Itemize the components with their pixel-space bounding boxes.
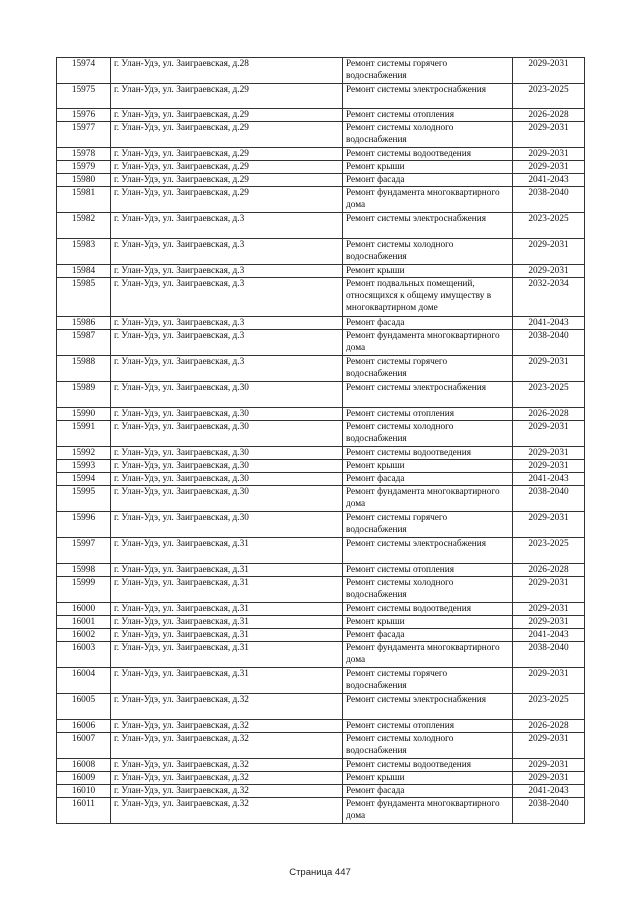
row-number-cell: 16006 xyxy=(57,720,111,733)
address-cell: г. Улан-Удэ, ул. Заиграевская, д.31 xyxy=(111,577,343,603)
row-number-cell: 15980 xyxy=(57,174,111,187)
row-number-cell: 15991 xyxy=(57,421,111,447)
period-cell: 2029-2031 xyxy=(513,668,585,694)
work-type-cell: Ремонт фундамента многоквартирного дома xyxy=(343,486,513,512)
work-type-cell: Ремонт системы электроснабжения xyxy=(343,382,513,408)
period-cell: 2038-2040 xyxy=(513,187,585,213)
period-cell: 2029-2031 xyxy=(513,265,585,278)
table-row xyxy=(57,668,585,694)
capital-repair-table xyxy=(56,57,585,824)
period-cell: 2029-2031 xyxy=(513,577,585,603)
period-cell: 2032-2034 xyxy=(513,278,585,317)
row-number-cell: 15995 xyxy=(57,486,111,512)
period-cell: 2023-2025 xyxy=(513,213,585,239)
row-number-cell: 15975 xyxy=(57,84,111,109)
work-type-cell: Ремонт системы электроснабжения xyxy=(343,694,513,720)
row-number-cell: 15993 xyxy=(57,460,111,473)
address-cell: г. Улан-Удэ, ул. Заиграевская, д.30 xyxy=(111,460,343,473)
work-type-cell: Ремонт крыши xyxy=(343,161,513,174)
table-row xyxy=(57,694,585,720)
table-row xyxy=(57,720,585,733)
table-row xyxy=(57,759,585,772)
address-cell: г. Улан-Удэ, ул. Заиграевская, д.3 xyxy=(111,265,343,278)
address-cell: г. Улан-Удэ, ул. Заиграевская, д.29 xyxy=(111,84,343,109)
row-number-cell: 16000 xyxy=(57,603,111,616)
address-cell: г. Улан-Удэ, ул. Заиграевская, д.32 xyxy=(111,694,343,720)
period-cell: 2041-2043 xyxy=(513,317,585,330)
table-row xyxy=(57,265,585,278)
row-number-cell: 15994 xyxy=(57,473,111,486)
address-cell: г. Улан-Удэ, ул. Заиграевская, д.31 xyxy=(111,642,343,668)
work-type-cell: Ремонт крыши xyxy=(343,460,513,473)
work-type-cell: Ремонт системы электроснабжения xyxy=(343,538,513,564)
period-cell: 2041-2043 xyxy=(513,785,585,798)
table-row xyxy=(57,213,585,239)
period-cell: 2029-2031 xyxy=(513,616,585,629)
row-number-cell: 15974 xyxy=(57,58,111,84)
address-cell: г. Улан-Удэ, ул. Заиграевская, д.32 xyxy=(111,798,343,824)
period-cell: 2029-2031 xyxy=(513,460,585,473)
address-cell: г. Улан-Удэ, ул. Заиграевская, д.32 xyxy=(111,720,343,733)
row-number-cell: 15996 xyxy=(57,512,111,538)
table-row xyxy=(57,538,585,564)
work-type-cell: Ремонт системы отопления xyxy=(343,109,513,122)
period-cell: 2023-2025 xyxy=(513,694,585,720)
row-number-cell: 15982 xyxy=(57,213,111,239)
address-cell: г. Улан-Удэ, ул. Заиграевская, д.30 xyxy=(111,473,343,486)
row-number-cell: 16011 xyxy=(57,798,111,824)
period-cell: 2029-2031 xyxy=(513,356,585,382)
row-number-cell: 15992 xyxy=(57,447,111,460)
work-type-cell: Ремонт фундамента многоквартирного дома xyxy=(343,330,513,356)
row-number-cell: 16008 xyxy=(57,759,111,772)
table-row xyxy=(57,447,585,460)
table-row xyxy=(57,58,585,84)
row-number-cell: 15985 xyxy=(57,278,111,317)
row-number-cell: 16004 xyxy=(57,668,111,694)
work-type-cell: Ремонт системы холодного водоснабжения xyxy=(343,733,513,759)
address-cell: г. Улан-Удэ, ул. Заиграевская, д.31 xyxy=(111,668,343,694)
address-cell: г. Улан-Удэ, ул. Заиграевская, д.32 xyxy=(111,733,343,759)
table-row xyxy=(57,512,585,538)
table-row xyxy=(57,278,585,317)
table-row xyxy=(57,577,585,603)
row-number-cell: 15986 xyxy=(57,317,111,330)
address-cell: г. Улан-Удэ, ул. Заиграевская, д.3 xyxy=(111,278,343,317)
table-row xyxy=(57,733,585,759)
period-cell: 2029-2031 xyxy=(513,239,585,265)
work-type-cell: Ремонт фундамента многоквартирного дома xyxy=(343,798,513,824)
work-type-cell: Ремонт системы холодного водоснабжения xyxy=(343,577,513,603)
table-row xyxy=(57,109,585,122)
table-row xyxy=(57,629,585,642)
address-cell: г. Улан-Удэ, ул. Заиграевская, д.30 xyxy=(111,408,343,421)
work-type-cell: Ремонт фасада xyxy=(343,629,513,642)
table-row xyxy=(57,122,585,148)
period-cell: 2023-2025 xyxy=(513,382,585,408)
row-number-cell: 16007 xyxy=(57,733,111,759)
address-cell: г. Улан-Удэ, ул. Заиграевская, д.31 xyxy=(111,603,343,616)
address-cell: г. Улан-Удэ, ул. Заиграевская, д.29 xyxy=(111,174,343,187)
table-row xyxy=(57,603,585,616)
table-row xyxy=(57,460,585,473)
address-cell: г. Улан-Удэ, ул. Заиграевская, д.30 xyxy=(111,447,343,460)
table-row xyxy=(57,356,585,382)
address-cell: г. Улан-Удэ, ул. Заиграевская, д.29 xyxy=(111,161,343,174)
address-cell: г. Улан-Удэ, ул. Заиграевская, д.3 xyxy=(111,356,343,382)
table-row xyxy=(57,421,585,447)
row-number-cell: 15997 xyxy=(57,538,111,564)
work-type-cell: Ремонт крыши xyxy=(343,616,513,629)
period-cell: 2038-2040 xyxy=(513,642,585,668)
period-cell: 2029-2031 xyxy=(513,421,585,447)
address-cell: г. Улан-Удэ, ул. Заиграевская, д.32 xyxy=(111,759,343,772)
row-number-cell: 15999 xyxy=(57,577,111,603)
table-row xyxy=(57,772,585,785)
work-type-cell: Ремонт фундамента многоквартирного дома xyxy=(343,187,513,213)
work-type-cell: Ремонт системы водоотведения xyxy=(343,759,513,772)
row-number-cell: 15976 xyxy=(57,109,111,122)
period-cell: 2029-2031 xyxy=(513,148,585,161)
address-cell: г. Улан-Удэ, ул. Заиграевская, д.31 xyxy=(111,564,343,577)
work-type-cell: Ремонт системы горячего водоснабжения xyxy=(343,58,513,84)
period-cell: 2038-2040 xyxy=(513,798,585,824)
table-row xyxy=(57,408,585,421)
work-type-cell: Ремонт системы водоотведения xyxy=(343,603,513,616)
period-cell: 2029-2031 xyxy=(513,733,585,759)
table-row xyxy=(57,798,585,824)
table-row xyxy=(57,317,585,330)
period-cell: 2038-2040 xyxy=(513,330,585,356)
period-cell: 2029-2031 xyxy=(513,759,585,772)
address-cell: г. Улан-Удэ, ул. Заиграевская, д.3 xyxy=(111,330,343,356)
work-type-cell: Ремонт системы горячего водоснабжения xyxy=(343,356,513,382)
row-number-cell: 15977 xyxy=(57,122,111,148)
work-type-cell: Ремонт системы отопления xyxy=(343,408,513,421)
table-row xyxy=(57,642,585,668)
row-number-cell: 16003 xyxy=(57,642,111,668)
period-cell: 2041-2043 xyxy=(513,174,585,187)
work-type-cell: Ремонт системы водоотведения xyxy=(343,148,513,161)
row-number-cell: 16009 xyxy=(57,772,111,785)
row-number-cell: 15998 xyxy=(57,564,111,577)
work-type-cell: Ремонт крыши xyxy=(343,265,513,278)
row-number-cell: 15984 xyxy=(57,265,111,278)
period-cell: 2023-2025 xyxy=(513,538,585,564)
row-number-cell: 15981 xyxy=(57,187,111,213)
period-cell: 2029-2031 xyxy=(513,161,585,174)
work-type-cell: Ремонт фасада xyxy=(343,785,513,798)
period-cell: 2029-2031 xyxy=(513,772,585,785)
row-number-cell: 15989 xyxy=(57,382,111,408)
work-type-cell: Ремонт системы холодного водоснабжения xyxy=(343,122,513,148)
address-cell: г. Улан-Удэ, ул. Заиграевская, д.30 xyxy=(111,421,343,447)
row-number-cell: 16005 xyxy=(57,694,111,720)
table-body xyxy=(57,58,585,824)
work-type-cell: Ремонт системы водоотведения xyxy=(343,447,513,460)
address-cell: г. Улан-Удэ, ул. Заиграевская, д.3 xyxy=(111,317,343,330)
work-type-cell: Ремонт фасада xyxy=(343,317,513,330)
period-cell: 2029-2031 xyxy=(513,122,585,148)
row-number-cell: 16002 xyxy=(57,629,111,642)
address-cell: г. Улан-Удэ, ул. Заиграевская, д.32 xyxy=(111,772,343,785)
table-row xyxy=(57,486,585,512)
address-cell: г. Улан-Удэ, ул. Заиграевская, д.31 xyxy=(111,538,343,564)
address-cell: г. Улан-Удэ, ул. Заиграевская, д.29 xyxy=(111,122,343,148)
work-type-cell: Ремонт системы электроснабжения xyxy=(343,84,513,109)
address-cell: г. Улан-Удэ, ул. Заиграевская, д.31 xyxy=(111,616,343,629)
page-number: Страница 447 xyxy=(289,867,351,878)
work-type-cell: Ремонт системы холодного водоснабжения xyxy=(343,421,513,447)
address-cell: г. Улан-Удэ, ул. Заиграевская, д.30 xyxy=(111,486,343,512)
address-cell: г. Улан-Удэ, ул. Заиграевская, д.32 xyxy=(111,785,343,798)
period-cell: 2041-2043 xyxy=(513,473,585,486)
address-cell: г. Улан-Удэ, ул. Заиграевская, д.3 xyxy=(111,239,343,265)
row-number-cell: 15988 xyxy=(57,356,111,382)
address-cell: г. Улан-Удэ, ул. Заиграевская, д.29 xyxy=(111,187,343,213)
table-row xyxy=(57,616,585,629)
period-cell: 2029-2031 xyxy=(513,512,585,538)
table-row xyxy=(57,148,585,161)
table-row xyxy=(57,187,585,213)
period-cell: 2041-2043 xyxy=(513,629,585,642)
work-type-cell: Ремонт системы горячего водоснабжения xyxy=(343,668,513,694)
row-number-cell: 16001 xyxy=(57,616,111,629)
period-cell: 2038-2040 xyxy=(513,486,585,512)
work-type-cell: Ремонт фасада xyxy=(343,174,513,187)
table-row xyxy=(57,161,585,174)
row-number-cell: 15978 xyxy=(57,148,111,161)
period-cell: 2029-2031 xyxy=(513,58,585,84)
table-row xyxy=(57,330,585,356)
address-cell: г. Улан-Удэ, ул. Заиграевская, д.3 xyxy=(111,213,343,239)
work-type-cell: Ремонт системы электроснабжения xyxy=(343,213,513,239)
table-row xyxy=(57,564,585,577)
work-type-cell: Ремонт системы холодного водоснабжения xyxy=(343,239,513,265)
work-type-cell: Ремонт подвальных помещений, относящихся к общему имуществу в многоквартирном доме xyxy=(343,278,513,317)
row-number-cell: 15987 xyxy=(57,330,111,356)
address-cell: г. Улан-Удэ, ул. Заиграевская, д.31 xyxy=(111,629,343,642)
work-type-cell: Ремонт крыши xyxy=(343,772,513,785)
address-cell: г. Улан-Удэ, ул. Заиграевская, д.28 xyxy=(111,58,343,84)
period-cell: 2029-2031 xyxy=(513,447,585,460)
work-type-cell: Ремонт системы отопления xyxy=(343,564,513,577)
row-number-cell: 15979 xyxy=(57,161,111,174)
address-cell: г. Улан-Удэ, ул. Заиграевская, д.29 xyxy=(111,148,343,161)
table-row xyxy=(57,785,585,798)
period-cell: 2029-2031 xyxy=(513,603,585,616)
period-cell: 2026-2028 xyxy=(513,408,585,421)
row-number-cell: 15990 xyxy=(57,408,111,421)
work-type-cell: Ремонт системы отопления xyxy=(343,720,513,733)
address-cell: г. Улан-Удэ, ул. Заиграевская, д.30 xyxy=(111,382,343,408)
work-type-cell: Ремонт фасада xyxy=(343,473,513,486)
table-row xyxy=(57,473,585,486)
table-row xyxy=(57,174,585,187)
period-cell: 2026-2028 xyxy=(513,564,585,577)
table-row xyxy=(57,84,585,109)
address-cell: г. Улан-Удэ, ул. Заиграевская, д.30 xyxy=(111,512,343,538)
row-number-cell: 15983 xyxy=(57,239,111,265)
table-row xyxy=(57,382,585,408)
address-cell: г. Улан-Удэ, ул. Заиграевская, д.29 xyxy=(111,109,343,122)
work-type-cell: Ремонт фундамента многоквартирного дома xyxy=(343,642,513,668)
period-cell: 2023-2025 xyxy=(513,84,585,109)
row-number-cell: 16010 xyxy=(57,785,111,798)
period-cell: 2026-2028 xyxy=(513,720,585,733)
period-cell: 2026-2028 xyxy=(513,109,585,122)
work-type-cell: Ремонт системы горячего водоснабжения xyxy=(343,512,513,538)
table-row xyxy=(57,239,585,265)
